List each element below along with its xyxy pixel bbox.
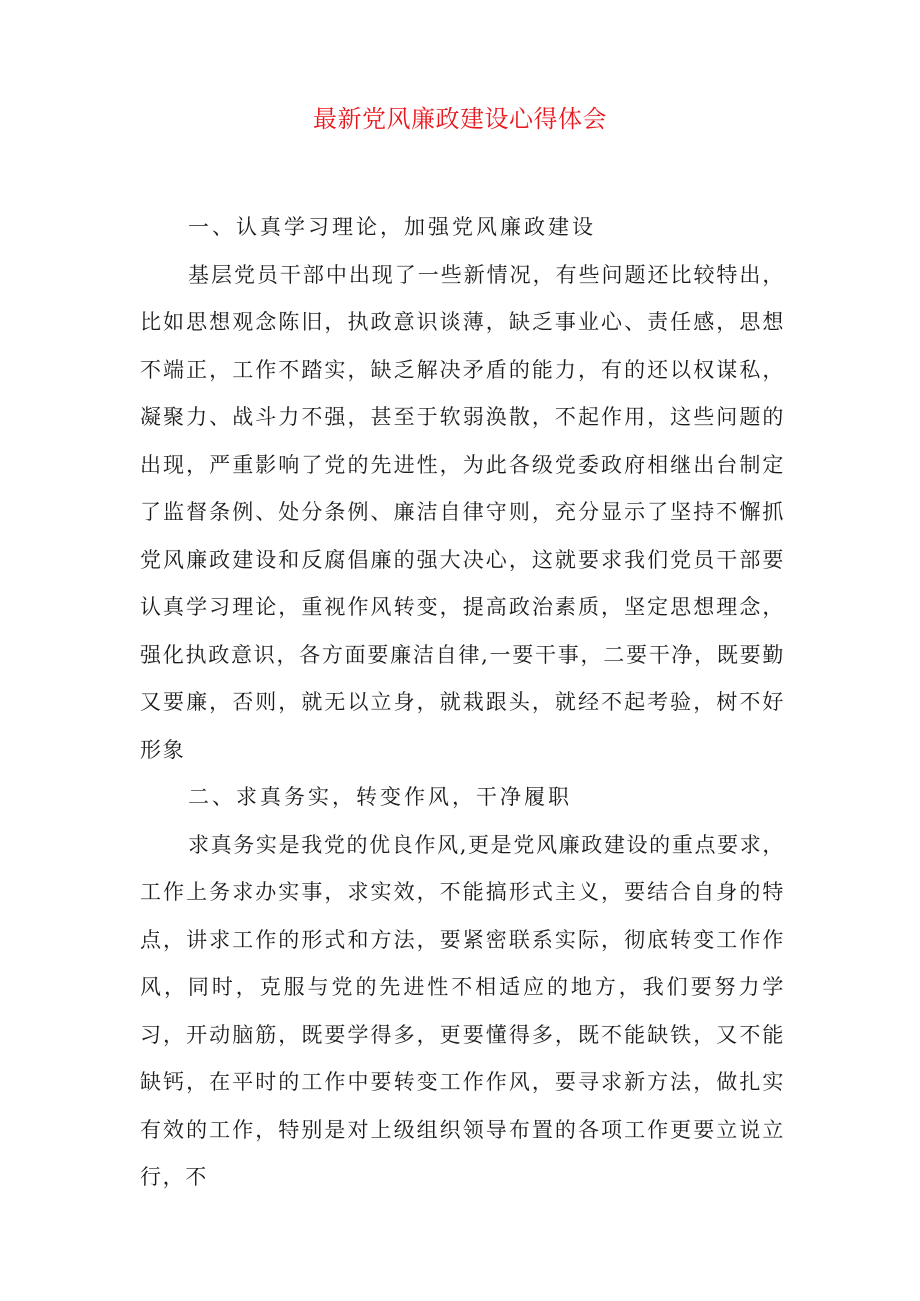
document-title: 最新党风廉政建设心得体会	[313, 105, 607, 133]
section-2-heading: 二、求真务实，转变作风，干净履职	[188, 785, 572, 809]
section-1-heading: 一、认真学习理论，加强党风廉政建设	[188, 215, 596, 239]
document-body	[140, 204, 785, 1202]
section-1-paragraph: 基层党员干部中出现了一些新情况，有些问题还比较特出，比如思想观念陈旧，执政意识谈薄，缺乏事业心、责任感，思想不端正，工作不踏实，缺乏解决矛盾的能力，有的还以权谋私，凝聚力、战斗力不强，甚至于软弱涣散，不起作用，这些问题的出现，严重影响了党的先进性，为此各级党委政府相继出台制定了监督条例、处分条例、廉洁自律守则，充分显示了坚持不懈抓党风廉政建设和反腐倡廉的强大决心，这就要求我们党员干部要认真学习理论，重视作风转变，提高政治素质，坚定思想理念，强化执政意识，各方面要廉洁自律,一要干事，二要干净，既要勤又要廉，否则，就无以立身，就栽跟头，就经不起考验，树不好形象	[140, 262, 785, 762]
section-2-paragraph: 求真务实是我党的优良作风,更是党风廉政建设的重点要求，工作上务求办实事，求实效，不能搞形式主义，要结合自身的特点，讲求工作的形式和方法，要紧密联系实际，彻底转变工作作风，同时，克服与党的先进性不相适应的地方，我们要努力学习，开动脑筋，既要学得多，更要懂得多，既不能缺铁，又不能缺钙，在平时的工作中要转变工作作风，要寻求新方法，做扎实有效的工作，特别是对上级组织领导布置的各项工作更要立说立行，不	[140, 832, 785, 1189]
